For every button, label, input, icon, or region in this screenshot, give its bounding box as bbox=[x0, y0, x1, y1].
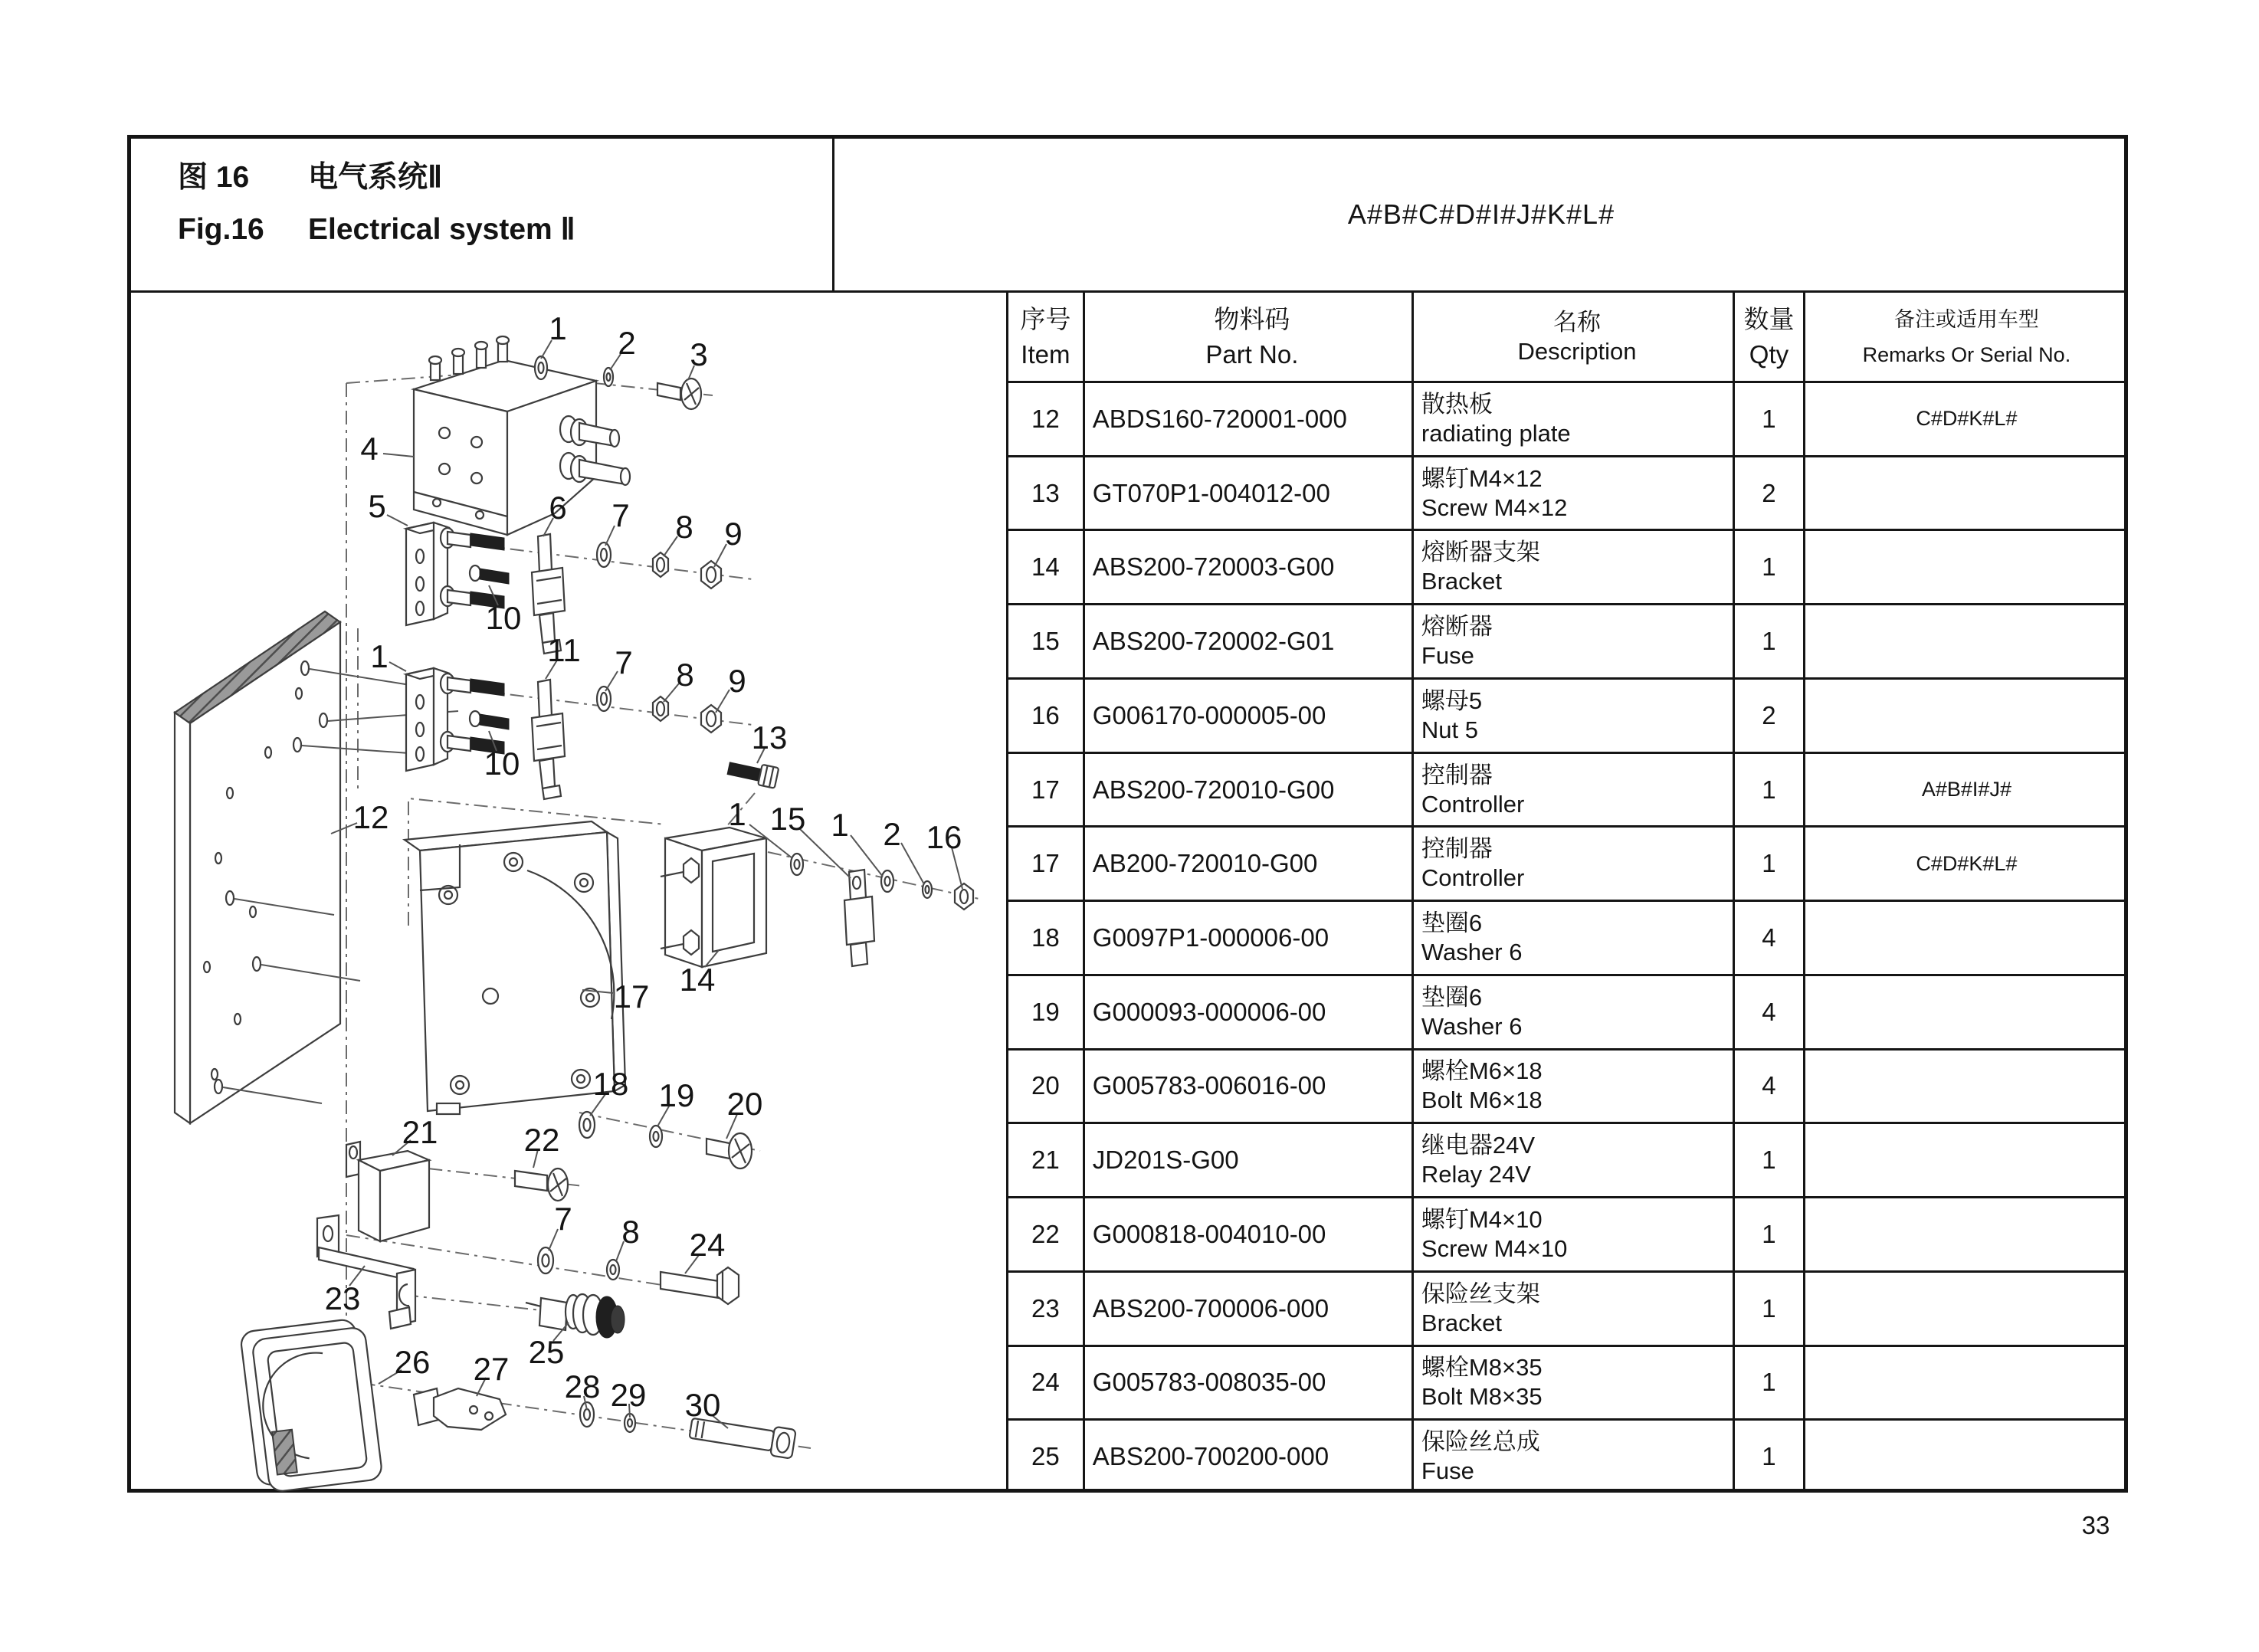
cell-qty: 1 bbox=[1735, 1124, 1805, 1196]
cell-description: 垫圈6 Washer 6 bbox=[1414, 976, 1735, 1048]
cell-remarks: A#B#I#J# bbox=[1921, 778, 2011, 801]
callout-label: 16 bbox=[926, 819, 962, 855]
parts-table bbox=[1006, 293, 2128, 1493]
table-row bbox=[1008, 1421, 2128, 1493]
callout-label: 25 bbox=[528, 1334, 565, 1370]
table-row bbox=[1008, 1198, 2128, 1273]
cell-description: 垫圈6 Washer 6 bbox=[1414, 902, 1735, 974]
callout-label: 23 bbox=[324, 1280, 361, 1316]
callout-label: 29 bbox=[610, 1377, 647, 1413]
part-bracket-14 bbox=[661, 828, 766, 967]
cell-remarks bbox=[1805, 457, 2128, 529]
cell-description: 螺钉M4×10 Screw M4×10 bbox=[1414, 1198, 1735, 1270]
cell-part-no: ABS200-700006-000 bbox=[1085, 1273, 1414, 1345]
cell-remarks: C#D#K#L# bbox=[1916, 407, 2018, 431]
cell-part-no: ABS200-720002-G01 bbox=[1085, 605, 1414, 677]
cell-part-no: ABS200-700200-000 bbox=[1085, 1421, 1414, 1493]
cell-qty: 1 bbox=[1735, 1421, 1805, 1493]
cell-remarks bbox=[1805, 976, 2128, 1048]
figure-title-en bbox=[178, 204, 575, 256]
cell-remarks bbox=[1805, 605, 2128, 677]
cell-qty: 1 bbox=[1735, 1198, 1805, 1270]
callout-label: 2 bbox=[618, 325, 636, 361]
callout-label: 10 bbox=[484, 746, 520, 782]
callout-label: 1 bbox=[549, 310, 567, 346]
part-washers-nuts-lower bbox=[597, 687, 721, 733]
callout-label: 12 bbox=[352, 799, 389, 835]
cell-qty: 1 bbox=[1735, 531, 1805, 603]
table-row bbox=[1008, 1273, 2128, 1347]
callout-label: 8 bbox=[621, 1214, 640, 1250]
part-washers-screw-20 bbox=[579, 1112, 752, 1169]
part-relay bbox=[346, 1142, 429, 1241]
cell-description: 保险丝支架 Bracket bbox=[1414, 1273, 1735, 1345]
column-header-remarks: 备注或适用车型 Remarks Or Serial No. bbox=[1862, 307, 2071, 366]
callout-label: 19 bbox=[658, 1077, 695, 1113]
cell-remarks bbox=[1805, 1347, 2128, 1419]
figure-name-zh: 电气系统Ⅱ bbox=[308, 161, 443, 194]
cell-qty: 1 bbox=[1735, 754, 1805, 826]
table-row bbox=[1008, 1051, 2128, 1125]
callout-label: 17 bbox=[613, 978, 650, 1014]
cell-qty: 1 bbox=[1735, 1273, 1805, 1345]
cell-item: 17 bbox=[1008, 828, 1085, 900]
cell-description: 保险丝总成 Fuse bbox=[1414, 1421, 1735, 1493]
callout-label: 10 bbox=[485, 600, 522, 636]
cell-qty: 2 bbox=[1735, 680, 1805, 752]
cell-remarks bbox=[1805, 1421, 2128, 1493]
part-panel-26 bbox=[240, 1317, 383, 1493]
column-header-part-no: 物料码 Part No. bbox=[1085, 293, 1414, 381]
part-washers-fuse-15 bbox=[791, 854, 973, 966]
table-row bbox=[1008, 457, 2128, 532]
callout-label: 9 bbox=[728, 663, 746, 699]
callout-label: 7 bbox=[615, 644, 633, 680]
table-row bbox=[1008, 1347, 2128, 1421]
callout-label: 14 bbox=[679, 962, 716, 998]
figure-title-block bbox=[178, 152, 575, 256]
cell-part-no: AB200-720010-G00 bbox=[1085, 828, 1414, 900]
cell-qty: 1 bbox=[1735, 1347, 1805, 1419]
cell-qty: 2 bbox=[1735, 457, 1805, 529]
cell-remarks bbox=[1805, 1273, 2128, 1345]
callout-label: 8 bbox=[676, 657, 694, 693]
callout-label: 30 bbox=[684, 1387, 721, 1423]
figure-title-zh bbox=[178, 152, 575, 204]
cell-remarks bbox=[1805, 680, 2128, 752]
part-fuse-lower bbox=[532, 680, 565, 799]
column-header-description: 名称 Description bbox=[1414, 293, 1735, 381]
cell-item: 24 bbox=[1008, 1347, 1085, 1419]
cell-part-no: G005783-006016-00 bbox=[1085, 1051, 1414, 1123]
callout-leader bbox=[716, 690, 730, 713]
cell-remarks bbox=[1805, 1198, 2128, 1270]
cell-part-no: G005783-008035-00 bbox=[1085, 1347, 1414, 1419]
cell-remarks bbox=[1805, 1051, 2128, 1123]
table-body bbox=[1008, 383, 2128, 1493]
cell-description: 继电器24V Relay 24V bbox=[1414, 1124, 1735, 1196]
callout-label: 1 bbox=[831, 807, 849, 843]
table-row bbox=[1008, 383, 2128, 457]
exploded-diagram bbox=[127, 293, 1006, 1493]
cell-remarks: C#D#K#L# bbox=[1916, 851, 2018, 875]
cell-item: 14 bbox=[1008, 531, 1085, 603]
cell-part-no: G0097P1-000006-00 bbox=[1085, 902, 1414, 974]
callout-label: 26 bbox=[394, 1344, 431, 1380]
callout-label: 3 bbox=[690, 336, 708, 372]
cell-item: 15 bbox=[1008, 605, 1085, 677]
cell-item: 12 bbox=[1008, 383, 1085, 455]
cell-remarks bbox=[1805, 1124, 2128, 1196]
callout-label: 5 bbox=[368, 488, 386, 524]
cell-remarks bbox=[1805, 902, 2128, 974]
column-header-qty: 数量 Qty bbox=[1735, 293, 1805, 381]
cell-description: 熔断器支架 Bracket bbox=[1414, 531, 1735, 603]
cell-item: 19 bbox=[1008, 976, 1085, 1048]
cell-item: 21 bbox=[1008, 1124, 1085, 1196]
cell-qty: 4 bbox=[1735, 1051, 1805, 1123]
cell-part-no: ABS200-720010-G00 bbox=[1085, 754, 1414, 826]
applicable-models: A#B#C#D#I#J#K#L# bbox=[1347, 198, 1615, 230]
callout-label: 2 bbox=[883, 816, 901, 852]
callout-label: 1 bbox=[370, 638, 389, 674]
cell-remarks bbox=[1805, 531, 2128, 603]
column-header-item: 序号 Item bbox=[1008, 293, 1085, 381]
table-header-row bbox=[1008, 293, 2128, 383]
cell-description: 螺栓M8×35 Bolt M8×35 bbox=[1414, 1347, 1735, 1419]
part-screw-22 bbox=[515, 1169, 568, 1201]
cell-item: 16 bbox=[1008, 680, 1085, 752]
cell-description: 螺母5 Nut 5 bbox=[1414, 680, 1735, 752]
callout-label: 24 bbox=[689, 1227, 726, 1263]
cell-qty: 1 bbox=[1735, 828, 1805, 900]
callout-leader bbox=[387, 515, 408, 526]
callout-label: 28 bbox=[564, 1368, 601, 1405]
cell-part-no: G000093-000006-00 bbox=[1085, 976, 1414, 1048]
callout-label: 15 bbox=[769, 801, 806, 837]
cell-part-no: G000818-004010-00 bbox=[1085, 1198, 1414, 1270]
table-row bbox=[1008, 531, 2128, 605]
callout-label: 22 bbox=[523, 1122, 560, 1158]
callout-label: 1 bbox=[728, 796, 746, 832]
cell-item: 18 bbox=[1008, 902, 1085, 974]
callout-label: 7 bbox=[554, 1201, 572, 1237]
part-washers-nuts-upper bbox=[597, 542, 721, 588]
table-row bbox=[1008, 828, 2128, 902]
callout-label: 9 bbox=[724, 516, 743, 552]
part-fuse-holder-25 bbox=[526, 1294, 625, 1338]
callout-label: 18 bbox=[592, 1066, 629, 1102]
table-row bbox=[1008, 1124, 2128, 1198]
cell-item: 23 bbox=[1008, 1273, 1085, 1345]
cell-part-no: G006170-000005-00 bbox=[1085, 680, 1414, 752]
callout-label: 20 bbox=[726, 1086, 763, 1122]
part-radiating-plate bbox=[175, 611, 340, 1123]
cell-part-no: JD201S-G00 bbox=[1085, 1124, 1414, 1196]
figure-name-en: Electrical system Ⅱ bbox=[308, 213, 575, 246]
cell-qty: 1 bbox=[1735, 605, 1805, 677]
cell-description: 螺钉M4×12 Screw M4×12 bbox=[1414, 457, 1735, 529]
cell-description: 控制器 Controller bbox=[1414, 754, 1735, 826]
table-row bbox=[1008, 754, 2128, 828]
callout-label: 11 bbox=[547, 632, 581, 668]
cell-qty: 4 bbox=[1735, 976, 1805, 1048]
callout-label: 4 bbox=[360, 431, 379, 467]
callout-label: 21 bbox=[402, 1114, 438, 1150]
part-contactor bbox=[414, 336, 630, 535]
cell-description: 散热板 radiating plate bbox=[1414, 383, 1735, 455]
callout-label: 7 bbox=[611, 497, 630, 533]
cell-description: 熔断器 Fuse bbox=[1414, 605, 1735, 677]
cell-item: 22 bbox=[1008, 1198, 1085, 1270]
callout-leader bbox=[389, 662, 406, 671]
callout-label: 8 bbox=[675, 509, 693, 545]
cell-description: 控制器 Controller bbox=[1414, 828, 1735, 900]
cell-description: 螺栓M6×18 Bolt M6×18 bbox=[1414, 1051, 1735, 1123]
callout-label: 13 bbox=[751, 719, 788, 756]
table-row bbox=[1008, 976, 2128, 1051]
cell-item: 25 bbox=[1008, 1421, 1085, 1493]
callout-leader bbox=[383, 454, 414, 457]
figure-label-en: Fig.16 bbox=[178, 213, 264, 246]
cell-qty: 4 bbox=[1735, 902, 1805, 974]
cell-item: 13 bbox=[1008, 457, 1085, 529]
callout-leader bbox=[901, 843, 924, 884]
table-row bbox=[1008, 680, 2128, 754]
callout-label: 6 bbox=[549, 490, 567, 526]
table-row bbox=[1008, 902, 2128, 976]
table-row bbox=[1008, 605, 2128, 680]
callout-label: 27 bbox=[473, 1351, 510, 1387]
cell-item: 20 bbox=[1008, 1051, 1085, 1123]
figure-label-zh: 图 16 bbox=[178, 161, 250, 194]
cell-part-no: ABDS160-720001-000 bbox=[1085, 383, 1414, 455]
part-screw-13 bbox=[726, 758, 779, 788]
cell-qty: 1 bbox=[1735, 383, 1805, 455]
part-clamp-27 bbox=[414, 1388, 506, 1430]
cell-item: 17 bbox=[1008, 754, 1085, 826]
page-number: 33 bbox=[2081, 1511, 2110, 1539]
cell-part-no: ABS200-720003-G00 bbox=[1085, 531, 1414, 603]
cell-part-no: GT070P1-004012-00 bbox=[1085, 457, 1414, 529]
